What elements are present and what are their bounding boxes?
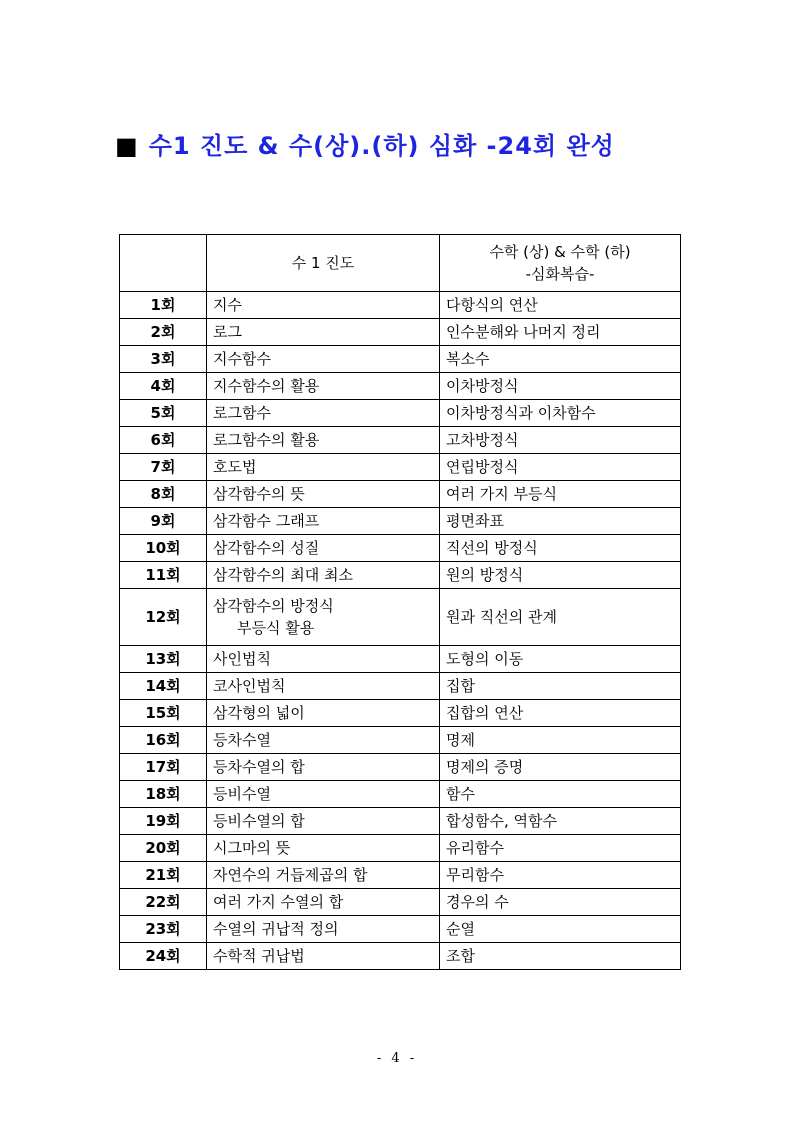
session-number: 20회 [120,835,207,862]
su1-topic: 자연수의 거듭제곱의 합 [207,862,440,889]
su1-topic: 수열의 귀납적 정의 [207,916,440,943]
header-blank-cell [120,235,207,292]
su1-topic: 지수함수 [207,346,440,373]
math-review-topic: 고차방정식 [440,427,681,454]
math-review-topic: 집합의 연산 [440,700,681,727]
math-review-topic: 집합 [440,673,681,700]
su1-topic: 삼각형의 넓이 [207,700,440,727]
session-number: 15회 [120,700,207,727]
session-number: 9회 [120,508,207,535]
math-review-topic: 조합 [440,943,681,970]
su1-topic: 삼각함수의 최대 최소 [207,562,440,589]
table-row [120,508,681,535]
table-row [120,481,681,508]
session-number: 16회 [120,727,207,754]
table-row [120,292,681,319]
su1-topic: 지수함수의 활용 [207,373,440,400]
session-number: 4회 [120,373,207,400]
su1-topic: 로그함수 [207,400,440,427]
su1-topic: 시그마의 뜻 [207,835,440,862]
schedule-table [119,234,681,970]
session-number: 21회 [120,862,207,889]
math-review-topic: 직선의 방정식 [440,535,681,562]
math-review-topic: 합성함수, 역함수 [440,808,681,835]
square-bullet-icon: ■ [115,132,139,160]
session-number: 3회 [120,346,207,373]
su1-topic: 사인법칙 [207,646,440,673]
table-row [120,889,681,916]
table-row [120,673,681,700]
session-number: 19회 [120,808,207,835]
header-math-review-line1: 수학 (상) & 수학 (하) [489,243,631,261]
session-number: 18회 [120,781,207,808]
table-row [120,754,681,781]
su1-topic: 삼각함수의 뜻 [207,481,440,508]
header-math-review [440,235,681,292]
table-row [120,562,681,589]
su1-topic: 코사인법칙 [207,673,440,700]
table-row [120,427,681,454]
session-number: 6회 [120,427,207,454]
su1-topic: 지수 [207,292,440,319]
su1-topic [207,589,440,646]
su1-topic: 삼각함수의 성질 [207,535,440,562]
page-title [115,126,615,161]
table-row [120,781,681,808]
su1-topic: 호도법 [207,454,440,481]
table-row [120,319,681,346]
math-review-topic: 인수분해와 나머지 정리 [440,319,681,346]
su1-topic: 로그함수의 활용 [207,427,440,454]
session-number: 10회 [120,535,207,562]
math-review-topic: 이차방정식과 이차함수 [440,400,681,427]
table-row [120,943,681,970]
su1-topic: 여러 가지 수열의 합 [207,889,440,916]
session-number: 8회 [120,481,207,508]
table-row [120,535,681,562]
table-row [120,400,681,427]
title-text: 수1 진도 & 수(상).(하) 심화 -24회 완성 [148,132,615,160]
session-number: 5회 [120,400,207,427]
session-number: 13회 [120,646,207,673]
su1-topic: 등비수열 [207,781,440,808]
session-number: 14회 [120,673,207,700]
session-number: 17회 [120,754,207,781]
su1-topic: 로그 [207,319,440,346]
table-header-row [120,235,681,292]
math-review-topic: 무리함수 [440,862,681,889]
table-row [120,346,681,373]
header-su1-progress: 수 1 진도 [207,235,440,292]
su1-topic: 수학적 귀납법 [207,943,440,970]
math-review-topic: 명제 [440,727,681,754]
su1-topic-line1: 삼각함수의 방정식 [213,597,334,615]
table-row [120,589,681,646]
table-row [120,835,681,862]
table-row [120,373,681,400]
math-review-topic: 원의 방정식 [440,562,681,589]
table-row [120,454,681,481]
su1-topic: 삼각함수 그래프 [207,508,440,535]
session-number: 11회 [120,562,207,589]
session-number: 23회 [120,916,207,943]
math-review-topic: 복소수 [440,346,681,373]
session-number: 22회 [120,889,207,916]
su1-topic-line2: 부등식 활용 [237,619,315,637]
session-number: 24회 [120,943,207,970]
math-review-topic: 도형의 이동 [440,646,681,673]
math-review-topic: 유리함수 [440,835,681,862]
su1-topic: 등비수열의 합 [207,808,440,835]
math-review-topic: 연립방정식 [440,454,681,481]
su1-topic: 등차수열의 합 [207,754,440,781]
math-review-topic: 경우의 수 [440,889,681,916]
math-review-topic: 여러 가지 부등식 [440,481,681,508]
table-row [120,646,681,673]
math-review-topic: 다항식의 연산 [440,292,681,319]
table-row [120,862,681,889]
su1-topic: 등차수열 [207,727,440,754]
session-number: 2회 [120,319,207,346]
table-row [120,916,681,943]
session-number: 1회 [120,292,207,319]
table-row [120,700,681,727]
math-review-topic: 원과 직선의 관계 [440,589,681,646]
table-row [120,727,681,754]
math-review-topic: 이차방정식 [440,373,681,400]
session-number: 7회 [120,454,207,481]
table-row [120,808,681,835]
math-review-topic: 평면좌표 [440,508,681,535]
math-review-topic: 순열 [440,916,681,943]
session-number: 12회 [120,589,207,646]
math-review-topic: 함수 [440,781,681,808]
header-math-review-line2: -심화복습- [525,265,595,283]
math-review-topic: 명제의 증명 [440,754,681,781]
page-number: - 4 - [376,1051,418,1066]
